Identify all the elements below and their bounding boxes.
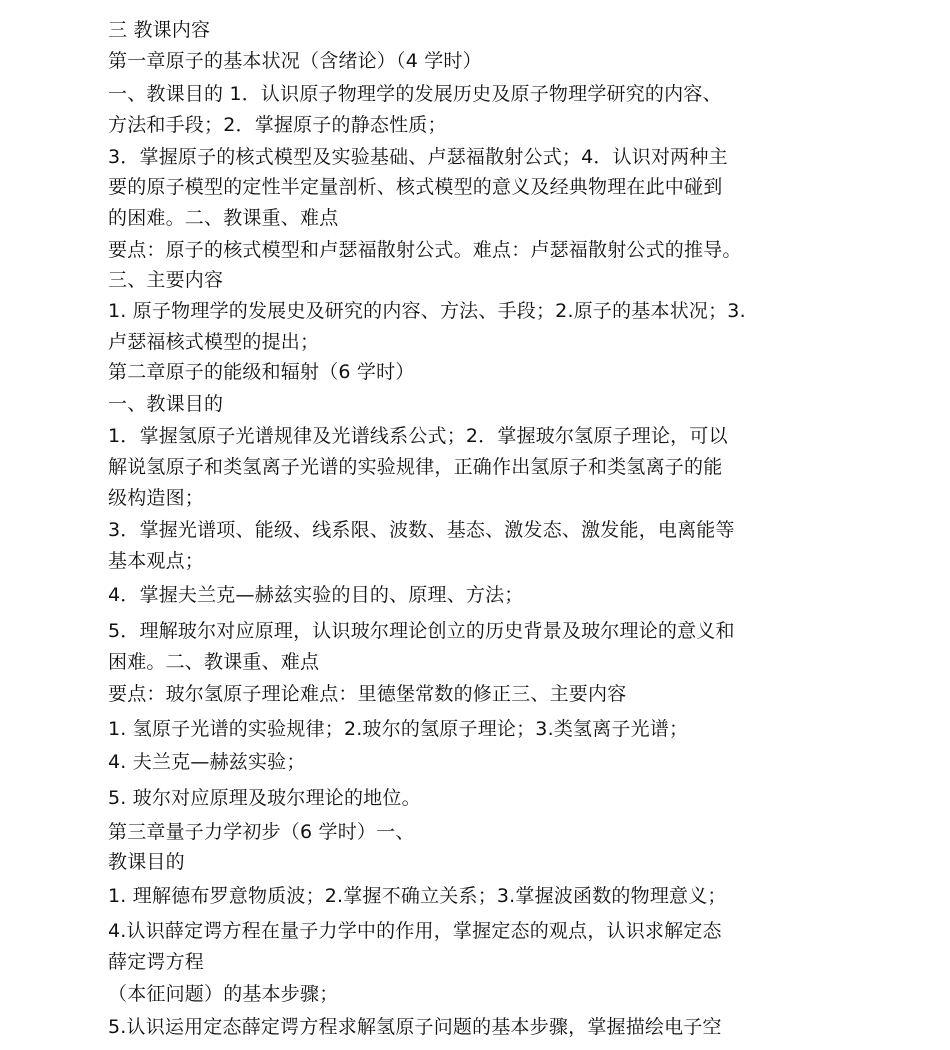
text-line: 要的原子模型的定性半定量剖析、核式模型的意义及经典物理在此中碰到 (108, 176, 723, 198)
text-line: 一、教课目的 (108, 393, 224, 415)
text-line: 要点：原子的核式模型和卢瑟福散射公式。难点：卢瑟福散射公式的推导。 (108, 239, 742, 261)
text-line: 1. 理解德布罗意物质波；2.掌握不确立关系；3.掌握波函数的物理意义； (108, 885, 727, 907)
text-line: 1．掌握氢原子光谱规律及光谱线系公式；2．掌握玻尔氢原子理论，可以 (108, 425, 728, 447)
text-line: 解说氢原子和类氢离子光谱的实验规律，正确作出氢原子和类氢离子的能 (108, 456, 723, 478)
text-line: 方法和手段；2．掌握原子的静态性质； (108, 114, 447, 136)
text-line: 5.认识运用定态薛定谔方程求解氢原子问题的基本步骤，掌握描绘电子空 (108, 1016, 722, 1038)
text-line: 级构造图； (108, 487, 205, 509)
text-line: 的困难。二、教课重、难点 (108, 207, 339, 229)
text-line: 4．掌握夫兰克—赫兹实验的目的、原理、方法； (108, 584, 524, 606)
text-line: 要点：玻尔氢原子理论难点：里德堡常数的修正三、主要内容 (108, 683, 627, 705)
text-line: 三、主要内容 (108, 269, 224, 291)
text-line: 5．理解玻尔对应原理，认识玻尔理论创立的历史背景及玻尔理论的意义和 (108, 620, 735, 642)
text-line: 基本观点； (108, 550, 205, 572)
text-line: 4. 夫兰克—赫兹实验； (108, 751, 306, 773)
text-line: 一、教课目的 1．认识原子物理学的发展历史及原子物理学研究的内容、 (108, 83, 722, 105)
text-line: 3．掌握光谱项、能级、线系限、波数、基态、激发态、激发能，电离能等 (108, 519, 735, 541)
text-line: （本征问题）的基本步骤； (108, 983, 339, 1005)
text-line: 5. 玻尔对应原理及玻尔理论的地位。 (108, 787, 421, 809)
text-line: 教课目的 (108, 851, 185, 873)
text-line: 三 教课内容 (108, 19, 211, 41)
text-line: 困难。二、教课重、难点 (108, 651, 320, 673)
text-line: 1. 氢原子光谱的实验规律；2.玻尔的氢原子理论；3.类氢离子光谱； (108, 718, 689, 740)
chapter-heading: 第三章量子力学初步（6 学时）一、 (108, 821, 415, 843)
text-line: 1. 原子物理学的发展史及研究的内容、方法、手段；2.原子的基本状况；3. (108, 300, 746, 322)
text-line: 卢瑟福核式模型的提出； (108, 331, 320, 353)
text-line: 薛定谔方程 (108, 951, 205, 973)
chapter-heading: 第一章原子的基本状况（含绪论）（4 学时） (108, 50, 482, 72)
text-line: 3．掌握原子的核式模型及实验基础、卢瑟福散射公式；4．认识对两种主 (108, 146, 728, 168)
chapter-heading: 第二章原子的能级和辐射（6 学时） (108, 361, 415, 383)
text-line: 4.认识薛定谔方程在量子力学中的作用，掌握定态的观点，认识求解定态 (108, 920, 722, 942)
